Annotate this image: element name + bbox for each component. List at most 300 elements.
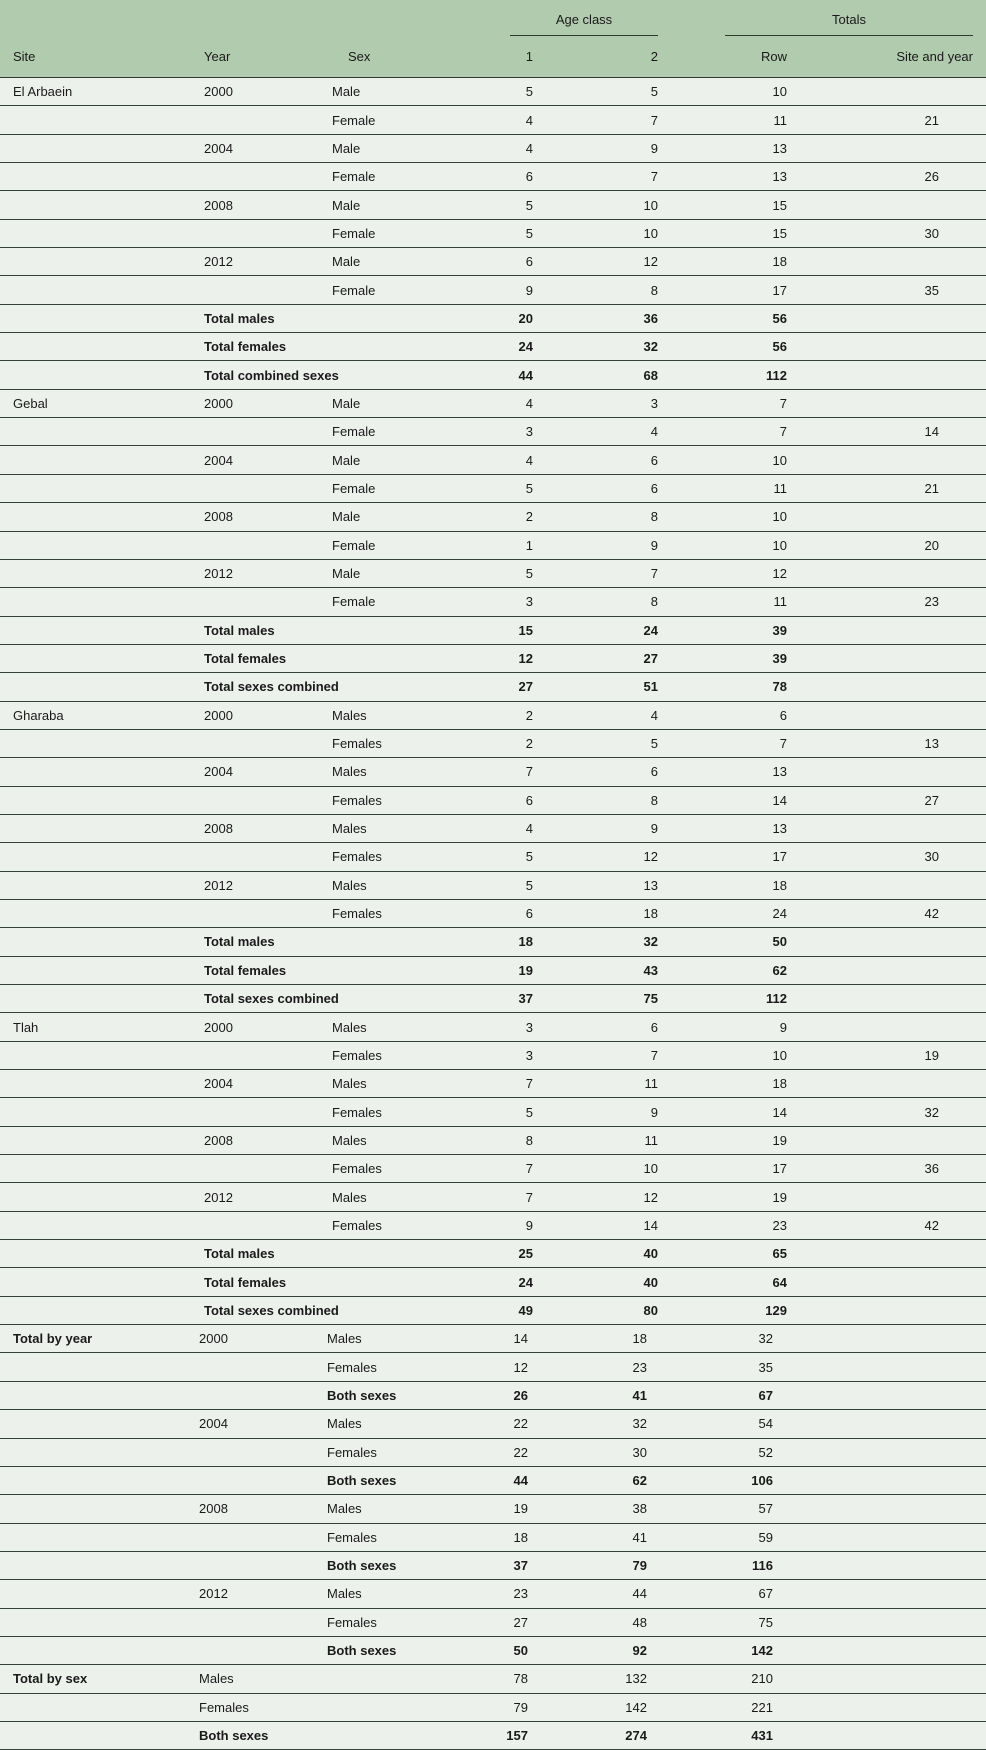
cell-year: 2000 [193,701,318,729]
cell-year: 2004 [193,446,318,474]
cell-year: 2012 [193,248,318,276]
cell-site-year-total [787,1608,986,1636]
cell-row-total: 39 [658,644,787,672]
cell-site-year-total [787,1240,986,1268]
cell-age-2: 7 [533,106,658,134]
cell-age-2: 7 [533,1041,658,1069]
cell-row-total: 7 [658,729,787,757]
cell-sex: Females [318,1041,465,1069]
cell-site [0,1041,193,1069]
cell-age-1: 4 [465,814,533,842]
cell-age-2: 14 [533,1211,658,1239]
cell-site [0,163,193,191]
cell-site: Gebal [0,389,193,417]
cell-row-total: 59 [658,1523,787,1551]
cell-year: 2000 [193,1013,318,1041]
cell-year: 2008 [193,1126,318,1154]
cell-age-1: 23 [465,1580,533,1608]
cell-age-1: 7 [465,1183,533,1211]
cell-year [193,1211,318,1239]
cell-age-2: 18 [533,1325,658,1353]
cell-sex: Male [318,134,465,162]
cell-age-2: 274 [533,1721,658,1749]
cell-site-year-total: 23 [787,588,986,616]
cell-row-total: 13 [658,758,787,786]
table-row [0,1665,986,1693]
cell-site-year-total [787,871,986,899]
table-row [0,1466,986,1494]
cell-row-total: 54 [658,1410,787,1438]
cell-year: Females [193,1693,318,1721]
cell-row-total: 78 [658,673,787,701]
cell-age-1: 8 [465,1126,533,1154]
cell-row-total: 56 [658,304,787,332]
cell-site-year-total [787,1381,986,1409]
cell-age-1: 7 [465,758,533,786]
table-row [0,1013,986,1041]
cell-age-1: 20 [465,304,533,332]
cell-site-year-total [787,1013,986,1041]
cell-age-1: 5 [465,871,533,899]
cell-site-year-total [787,1495,986,1523]
cell-year: Total males [193,616,318,644]
cell-site-year-total [787,985,986,1013]
cell-age-1: 50 [465,1636,533,1664]
cell-sex: Females [318,1155,465,1183]
cell-year: Total males [193,928,318,956]
cell-sex: Females [318,729,465,757]
cell-year: 2012 [193,1580,318,1608]
cell-sex: Male [318,248,465,276]
cell-age-2: 9 [533,814,658,842]
cell-year: Total females [193,333,318,361]
cell-year: 2000 [193,1325,318,1353]
table-row [0,1608,986,1636]
cell-sex: Both sexes [318,1466,465,1494]
cell-row-total: 62 [658,956,787,984]
cell-year: 2012 [193,871,318,899]
cell-site [0,786,193,814]
cell-sex [318,673,465,701]
cell-year: Total females [193,1268,318,1296]
cell-age-1: 27 [465,673,533,701]
cell-site [0,248,193,276]
cell-age-2: 10 [533,1155,658,1183]
table-body [0,78,986,1750]
cell-row-total: 56 [658,333,787,361]
cell-age-1: 12 [465,644,533,672]
cell-row-total: 11 [658,474,787,502]
table-row [0,1381,986,1409]
col-header-age-2: 2 [533,36,658,78]
table-row [0,843,986,871]
table-row [0,758,986,786]
cell-row-total: 17 [658,1155,787,1183]
cell-site [0,1495,193,1523]
table-row [0,729,986,757]
cell-sex [318,928,465,956]
table-row [0,814,986,842]
cell-site [0,191,193,219]
table-row [0,1240,986,1268]
table-row [0,418,986,446]
cell-sex [318,361,465,389]
cell-sex [318,333,465,361]
cell-site-year-total: 30 [787,843,986,871]
cell-age-2: 6 [533,474,658,502]
cell-site-year-total [787,1665,986,1693]
cell-age-1: 4 [465,446,533,474]
cell-row-total: 64 [658,1268,787,1296]
cell-year [193,729,318,757]
cell-age-1: 2 [465,503,533,531]
table-row [0,956,986,984]
cell-sex: Female [318,588,465,616]
cell-age-1: 5 [465,474,533,502]
cell-site-year-total [787,673,986,701]
cell-row-total: 10 [658,531,787,559]
table-row [0,503,986,531]
cell-age-1: 9 [465,1211,533,1239]
cell-site-year-total: 14 [787,418,986,446]
cell-site [0,588,193,616]
table-row [0,1041,986,1069]
cell-age-1: 5 [465,843,533,871]
table-row [0,1296,986,1324]
cell-row-total: 14 [658,1098,787,1126]
cell-row-total: 17 [658,843,787,871]
cell-sex [318,304,465,332]
cell-sex: Males [318,701,465,729]
cell-age-2: 132 [533,1665,658,1693]
cell-year [193,219,318,247]
cell-age-2: 23 [533,1353,658,1381]
table-row [0,786,986,814]
table-row [0,559,986,587]
table-row [0,361,986,389]
cell-year [193,588,318,616]
cell-sex: Males [318,1013,465,1041]
cell-site-year-total: 32 [787,1098,986,1126]
cell-year: 2004 [193,758,318,786]
cell-site [0,1693,193,1721]
cell-sex: Male [318,78,465,106]
cell-age-2: 41 [533,1523,658,1551]
cell-year [193,1551,318,1579]
cell-age-1: 25 [465,1240,533,1268]
cell-age-2: 6 [533,758,658,786]
cell-site [0,1268,193,1296]
cell-site-year-total [787,1296,986,1324]
cell-age-1: 27 [465,1608,533,1636]
cell-age-2: 40 [533,1240,658,1268]
cell-sex: Male [318,559,465,587]
cell-site-year-total: 19 [787,1041,986,1069]
cell-site: Total by year [0,1325,193,1353]
cell-age-1: 6 [465,899,533,927]
cell-age-2: 32 [533,333,658,361]
table-header [0,0,986,78]
table-row [0,389,986,417]
cell-age-2: 8 [533,276,658,304]
cell-year [193,1466,318,1494]
cell-row-total: 112 [658,361,787,389]
cell-age-1: 4 [465,389,533,417]
cell-site [0,843,193,871]
cell-site [0,333,193,361]
table-row [0,1438,986,1466]
cell-sex: Male [318,191,465,219]
cell-age-2: 4 [533,701,658,729]
cell-year [193,474,318,502]
cell-age-1: 79 [465,1693,533,1721]
cell-sex: Females [318,1438,465,1466]
cell-site [0,1211,193,1239]
cell-age-1: 5 [465,78,533,106]
cell-age-1: 5 [465,1098,533,1126]
cell-row-total: 18 [658,248,787,276]
cell-site: Tlah [0,1013,193,1041]
cell-sex: Females [318,843,465,871]
cell-sex [318,1296,465,1324]
col-header-year: Year [193,36,318,78]
cell-year [193,1098,318,1126]
cell-site-year-total [787,78,986,106]
cell-age-2: 32 [533,1410,658,1438]
cell-sex: Female [318,219,465,247]
cell-age-1: 15 [465,616,533,644]
cell-age-2: 92 [533,1636,658,1664]
cell-sex: Female [318,474,465,502]
cell-sex: Male [318,389,465,417]
cell-year [193,163,318,191]
cell-sex: Females [318,786,465,814]
cell-row-total: 11 [658,588,787,616]
table-row [0,474,986,502]
cell-site-year-total [787,1183,986,1211]
cell-age-2: 43 [533,956,658,984]
cell-site-year-total [787,1721,986,1749]
cell-sex: Males [318,814,465,842]
cell-age-2: 9 [533,531,658,559]
cell-site-year-total [787,446,986,474]
cell-sex: Males [318,1126,465,1154]
cell-row-total: 67 [658,1381,787,1409]
cell-site-year-total [787,1410,986,1438]
cell-site-year-total: 20 [787,531,986,559]
cell-site-year-total: 27 [787,786,986,814]
cell-row-total: 13 [658,163,787,191]
cell-age-1: 5 [465,191,533,219]
cell-site [0,474,193,502]
cell-age-1: 44 [465,361,533,389]
cell-sex: Male [318,503,465,531]
cell-sex: Females [318,1523,465,1551]
cell-site-year-total [787,1551,986,1579]
group-header-age-class: Age class [510,12,658,36]
cell-site: Total by sex [0,1665,193,1693]
cell-year [193,1381,318,1409]
col-header-age-1: 1 [465,36,533,78]
cell-row-total: 14 [658,786,787,814]
cell-age-1: 18 [465,1523,533,1551]
cell-age-2: 6 [533,446,658,474]
cell-sex: Female [318,418,465,446]
table-row [0,276,986,304]
cell-sex [318,985,465,1013]
table-row [0,1155,986,1183]
cell-site [0,1240,193,1268]
cell-sex [318,956,465,984]
cell-age-2: 32 [533,928,658,956]
cell-age-2: 9 [533,134,658,162]
table-row [0,985,986,1013]
cell-sex: Female [318,531,465,559]
cell-sex: Both sexes [318,1381,465,1409]
table-row [0,106,986,134]
cell-sex [318,616,465,644]
table-row [0,531,986,559]
cell-site [0,559,193,587]
cell-site [0,1126,193,1154]
cell-site: El Arbaein [0,78,193,106]
cell-age-2: 79 [533,1551,658,1579]
cell-sex: Males [318,1495,465,1523]
cell-age-1: 157 [465,1721,533,1749]
cell-age-2: 8 [533,503,658,531]
cell-row-total: 35 [658,1353,787,1381]
cell-site [0,1381,193,1409]
cell-year: 2008 [193,1495,318,1523]
cell-year [193,106,318,134]
cell-site-year-total [787,361,986,389]
cell-row-total: 10 [658,78,787,106]
cell-year: Total females [193,956,318,984]
cell-year: Total sexes combined [193,985,318,1013]
cell-site-year-total: 21 [787,106,986,134]
cell-age-2: 41 [533,1381,658,1409]
cell-site-year-total [787,1353,986,1381]
table-row [0,1353,986,1381]
cell-age-1: 14 [465,1325,533,1353]
cell-sex [318,1693,465,1721]
cell-site [0,361,193,389]
cell-age-2: 44 [533,1580,658,1608]
cell-year: Total males [193,1240,318,1268]
cell-site [0,1353,193,1381]
cell-year: 2000 [193,389,318,417]
cell-age-2: 7 [533,559,658,587]
col-header-sex: Sex [318,36,465,78]
table-row [0,163,986,191]
cell-row-total: 10 [658,1041,787,1069]
cell-site [0,1466,193,1494]
cell-age-1: 44 [465,1466,533,1494]
cell-row-total: 9 [658,1013,787,1041]
cell-site-year-total: 30 [787,219,986,247]
cell-row-total: 15 [658,219,787,247]
group-header-totals: Totals [725,12,973,36]
cell-row-total: 13 [658,814,787,842]
table-row [0,701,986,729]
cell-age-2: 4 [533,418,658,446]
cell-age-2: 6 [533,1013,658,1041]
cell-age-2: 27 [533,644,658,672]
cell-site [0,616,193,644]
cell-site-year-total [787,1580,986,1608]
cell-sex: Males [318,871,465,899]
table-row [0,1410,986,1438]
table-row [0,1268,986,1296]
cell-row-total: 65 [658,1240,787,1268]
cell-age-1: 7 [465,1070,533,1098]
cell-site [0,673,193,701]
cell-age-1: 4 [465,134,533,162]
cell-row-total: 7 [658,389,787,417]
cell-age-1: 9 [465,276,533,304]
cell-site-year-total [787,1693,986,1721]
cell-row-total: 12 [658,559,787,587]
cell-row-total: 24 [658,899,787,927]
cell-year [193,843,318,871]
cell-site-year-total [787,559,986,587]
cell-row-total: 13 [658,134,787,162]
cell-row-total: 19 [658,1126,787,1154]
cell-year: 2004 [193,134,318,162]
cell-site [0,1098,193,1126]
cell-site [0,531,193,559]
cell-age-1: 2 [465,729,533,757]
table-row [0,191,986,219]
cell-age-1: 12 [465,1353,533,1381]
cell-sex: Males [318,1070,465,1098]
table-row [0,1693,986,1721]
table-row [0,1495,986,1523]
cell-site [0,1721,193,1749]
cell-row-total: 50 [658,928,787,956]
cell-site [0,956,193,984]
cell-age-1: 6 [465,786,533,814]
cell-row-total: 32 [658,1325,787,1353]
cell-site-year-total [787,134,986,162]
cell-site [0,1636,193,1664]
cell-age-2: 75 [533,985,658,1013]
cell-year [193,1353,318,1381]
cell-year [193,1608,318,1636]
table-row [0,899,986,927]
cell-age-1: 24 [465,1268,533,1296]
cell-year [193,276,318,304]
cell-site [0,1296,193,1324]
col-header-site: Site [0,36,193,78]
cell-sex: Both sexes [318,1551,465,1579]
cell-site [0,1438,193,1466]
cell-row-total: 75 [658,1608,787,1636]
cell-site [0,1183,193,1211]
cell-site-year-total [787,956,986,984]
cell-row-total: 57 [658,1495,787,1523]
cell-age-1: 1 [465,531,533,559]
cell-site-year-total [787,644,986,672]
cell-age-2: 38 [533,1495,658,1523]
table-row [0,1126,986,1154]
cell-sex: Female [318,276,465,304]
cell-year: Total females [193,644,318,672]
cell-age-2: 51 [533,673,658,701]
cell-row-total: 116 [658,1551,787,1579]
cell-age-1: 2 [465,701,533,729]
cell-age-1: 7 [465,1155,533,1183]
